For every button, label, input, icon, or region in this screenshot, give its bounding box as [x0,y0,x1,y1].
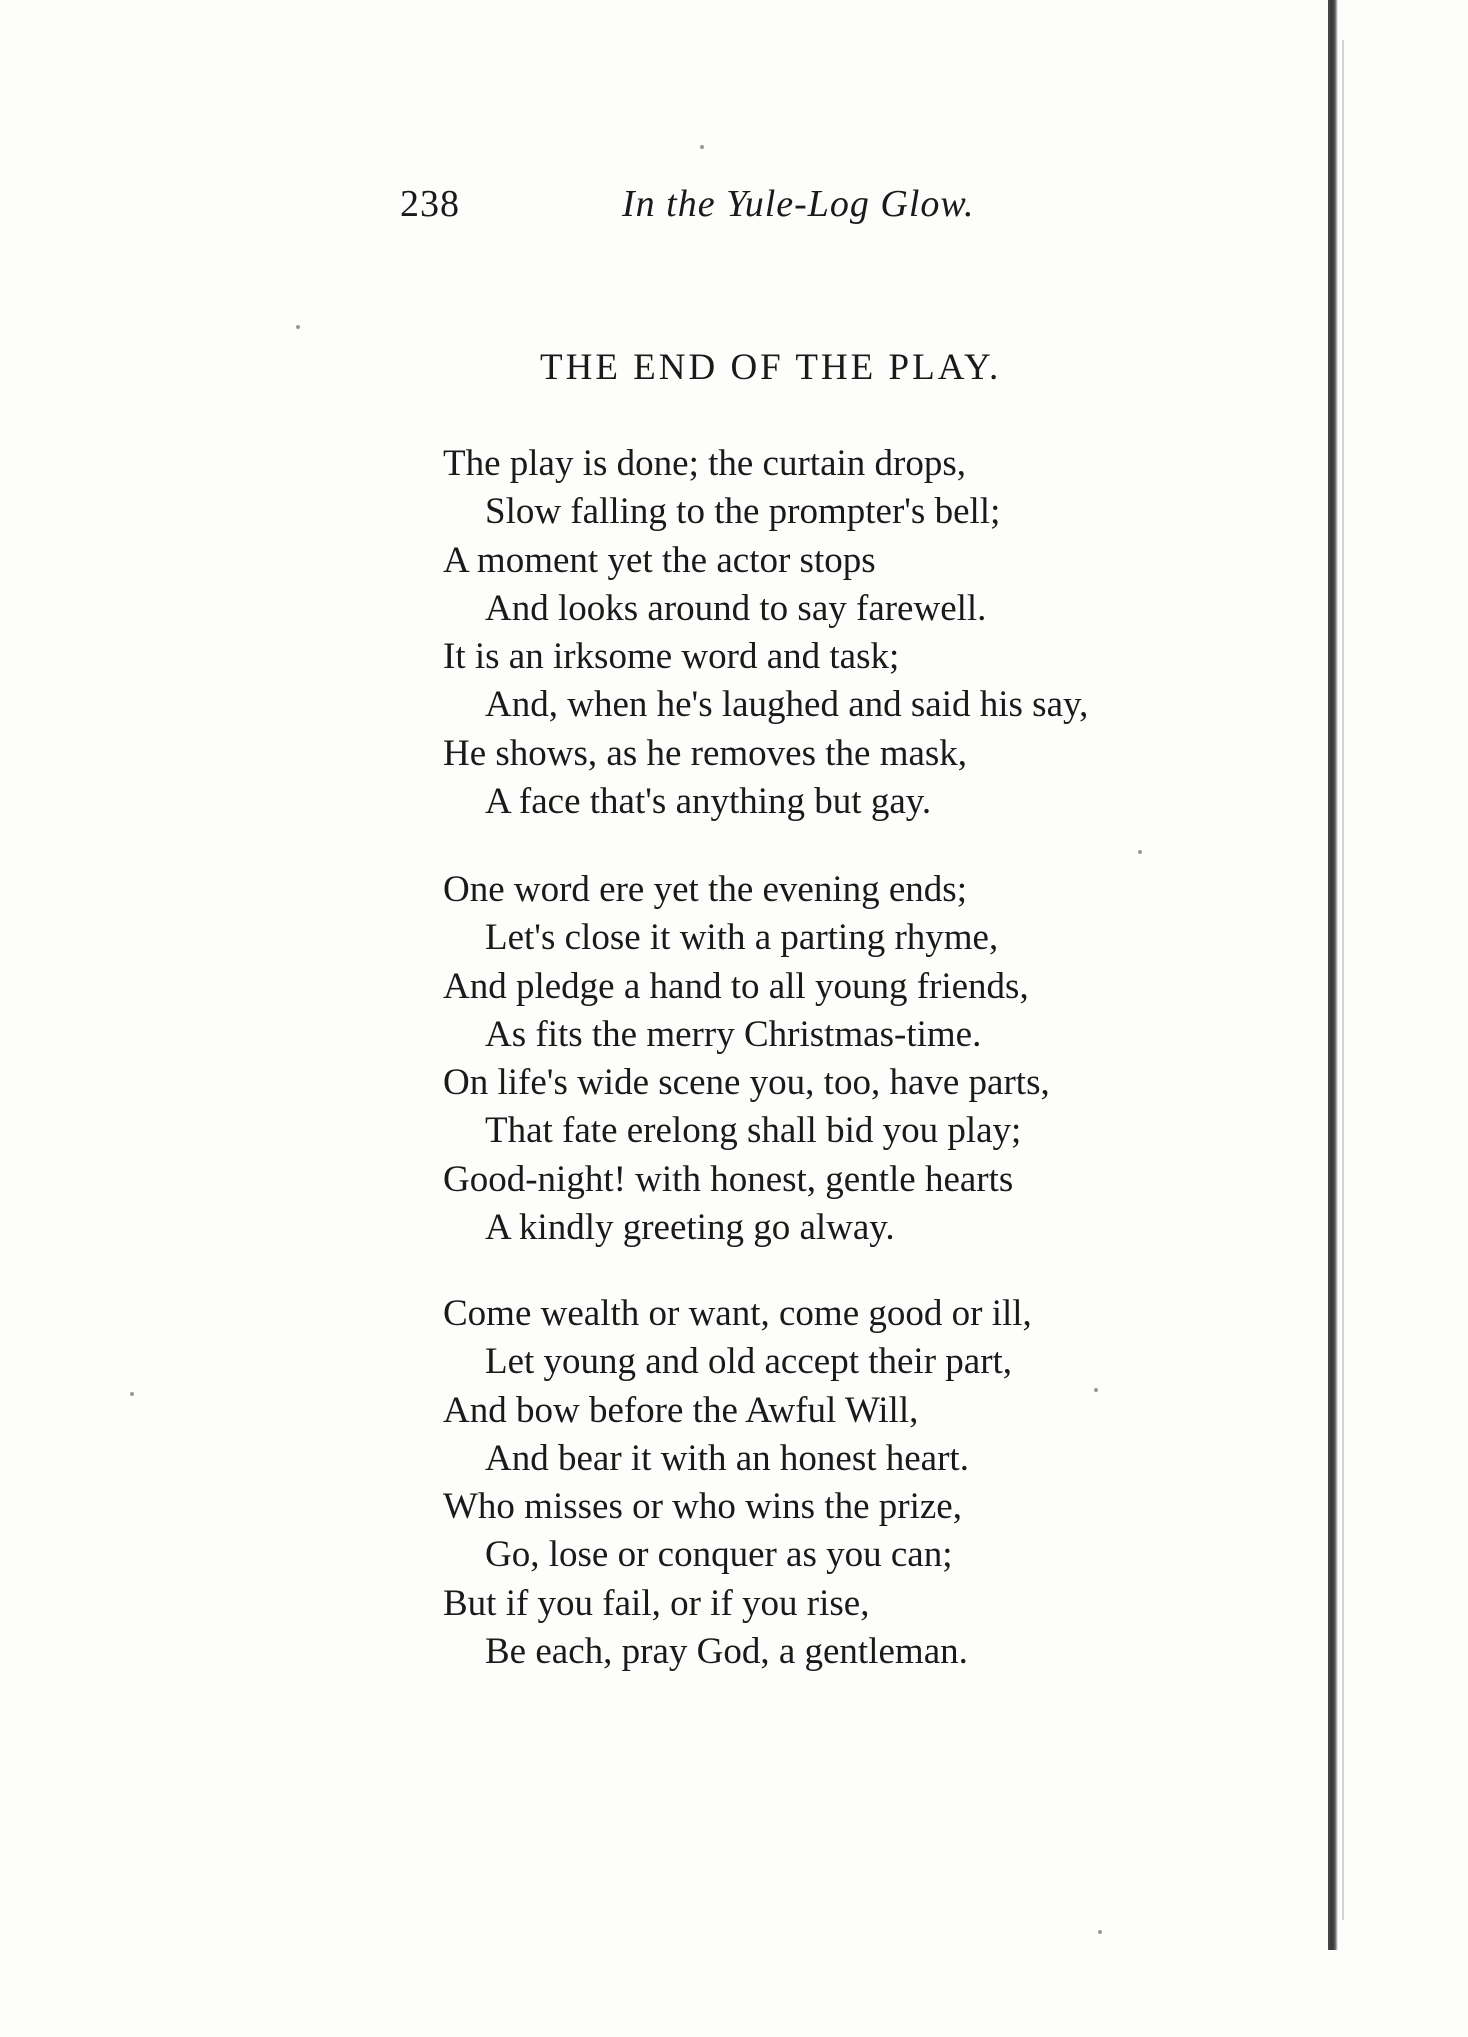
poem-line: Come wealth or want, come good or ill, [443,1293,1032,1334]
poem-line: And bear it with an honest heart. [485,1437,969,1479]
poem-line: Be each, pray God, a gentleman. [485,1631,968,1673]
scan-speck [1098,1930,1102,1934]
poem-line: A face that's anything but gay. [485,781,932,823]
stanza-2 [443,866,1050,1252]
poem-line: A kindly greeting go alway. [485,1207,895,1249]
scan-speck [1138,850,1142,854]
poem-line: Let's close it with a parting rhyme, [485,917,999,959]
poem-line: Good-night! with honest, gentle hearts [443,1158,1014,1200]
scan-speck [700,145,704,149]
poem-line: And pledge a hand to all young friends, [443,965,1029,1007]
poem-line: That fate erelong shall bid you play; [485,1110,1022,1152]
scan-speck [296,325,300,329]
stanza-1 [443,440,1088,826]
binding-edge-shadow [1328,0,1338,1950]
running-head [400,182,1100,242]
poem-line: And bow before the Awful Will, [443,1389,919,1431]
running-title: In the Yule-Log Glow. [622,183,975,225]
page-number: 238 [400,183,460,225]
poem-line: A moment yet the actor stops [443,539,876,581]
poem-line: And looks around to say farewell. [485,587,987,629]
poem-line: On life's wide scene you, too, have parts, [443,1062,1050,1104]
scan-speck [130,1392,134,1396]
poem-line: Who misses or who wins the prize, [443,1486,962,1528]
poem-line: It is an irksome word and task; [443,636,900,678]
poem-line: As fits the merry Christmas-time. [485,1013,982,1055]
poem-line: Slow falling to the prompter's bell; [485,491,1001,533]
poem-line: One word ere yet the evening ends; [443,869,967,910]
binding-edge-line [1342,40,1344,1920]
poem-line: And, when he's laughed and said his say, [485,684,1089,726]
poem-line: Go, lose or conquer as you can; [485,1534,953,1576]
poem-line: But if you fail, or if you rise, [443,1582,870,1624]
stanza-3 [443,1290,1032,1676]
poem-title: THE END OF THE PLAY. [540,347,1002,388]
poem-line: Let young and old accept their part, [485,1341,1013,1383]
scan-speck [1094,1388,1098,1392]
poem-line: He shows, as he removes the mask, [443,732,968,774]
poem-line: The play is done; the curtain drops, [443,443,967,484]
